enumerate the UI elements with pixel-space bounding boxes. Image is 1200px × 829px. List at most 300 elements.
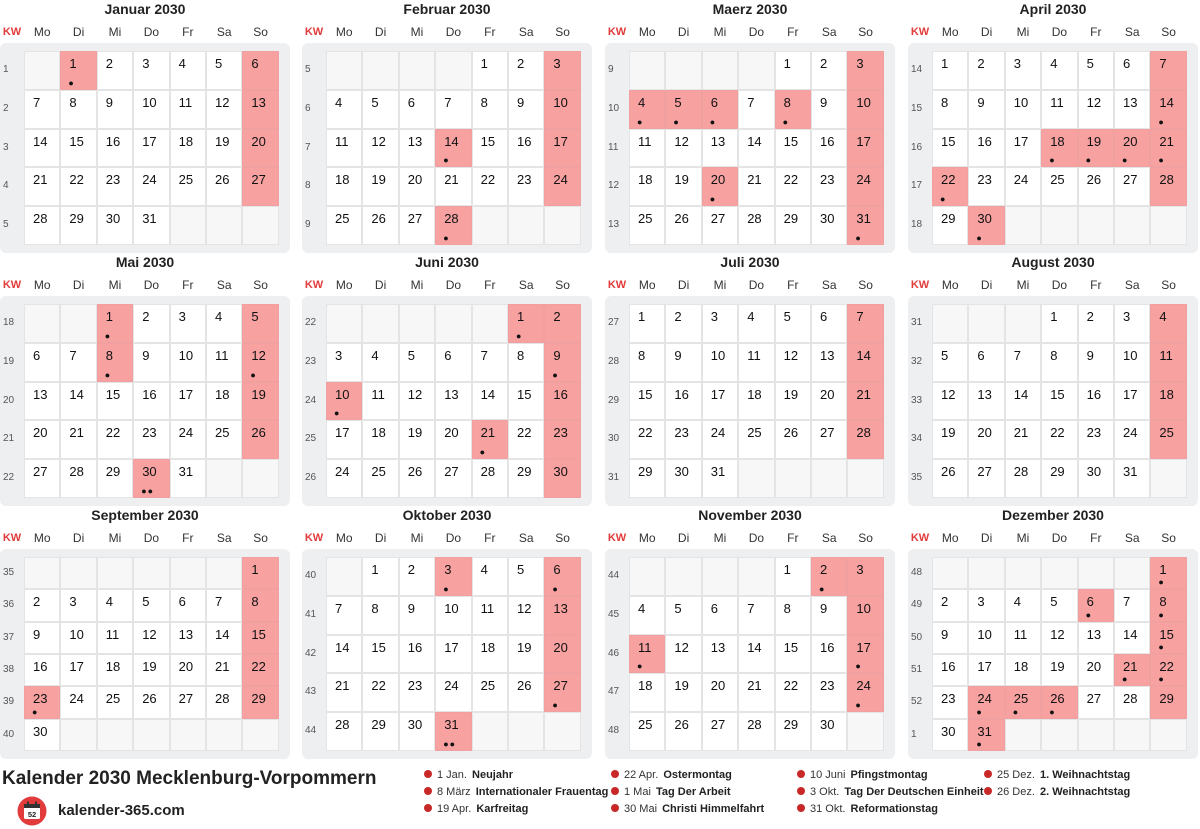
day-cell[interactable] [629,459,665,498]
day-cell[interactable] [811,51,847,90]
day-cell[interactable] [702,167,738,206]
day-cell[interactable] [206,304,242,343]
day-cell[interactable] [1078,420,1114,459]
day-cell[interactable] [1041,382,1077,421]
day-cell[interactable] [811,557,847,596]
day-cell[interactable] [60,167,96,206]
day-cell[interactable] [97,459,133,498]
day-cell[interactable] [665,712,701,751]
day-cell[interactable] [1114,589,1150,621]
day-cell[interactable] [629,304,665,343]
day-cell[interactable] [472,90,508,129]
day-cell[interactable] [170,343,206,382]
day-cell[interactable] [968,589,1004,621]
day-cell[interactable] [472,635,508,674]
day-cell[interactable] [665,673,701,712]
day-cell[interactable] [362,129,398,168]
day-cell[interactable] [206,589,242,621]
day-cell[interactable] [932,343,968,382]
day-cell[interactable] [1150,686,1186,718]
day-cell[interactable] [435,459,471,498]
day-cell[interactable] [811,596,847,635]
day-cell[interactable] [968,459,1004,498]
day-cell[interactable] [1005,167,1041,206]
day-cell[interactable] [932,129,968,168]
day-cell[interactable] [544,51,580,90]
day-cell[interactable] [97,686,133,718]
day-cell[interactable] [97,304,133,343]
day-cell[interactable] [811,167,847,206]
day-cell[interactable] [811,304,847,343]
day-cell[interactable] [629,673,665,712]
day-cell[interactable] [435,635,471,674]
day-cell[interactable] [97,90,133,129]
day-cell[interactable] [1041,343,1077,382]
day-cell[interactable] [24,719,60,751]
day-cell[interactable] [399,343,435,382]
day-cell[interactable] [508,635,544,674]
day-cell[interactable] [544,90,580,129]
day-cell[interactable] [811,343,847,382]
day-cell[interactable] [1078,129,1114,168]
day-cell[interactable] [508,129,544,168]
day-cell[interactable] [435,382,471,421]
day-cell[interactable] [1078,51,1114,90]
day-cell[interactable] [738,673,774,712]
day-cell[interactable] [399,673,435,712]
day-cell[interactable] [1005,382,1041,421]
day-cell[interactable] [847,206,883,245]
day-cell[interactable] [811,673,847,712]
day-cell[interactable] [1150,557,1186,589]
day-cell[interactable] [544,167,580,206]
day-cell[interactable] [242,129,278,168]
day-cell[interactable] [97,51,133,90]
day-cell[interactable] [629,129,665,168]
day-cell[interactable] [968,167,1004,206]
day-cell[interactable] [242,557,278,589]
day-cell[interactable] [24,654,60,686]
day-cell[interactable] [1078,167,1114,206]
day-cell[interactable] [1114,90,1150,129]
day-cell[interactable] [508,304,544,343]
day-cell[interactable] [775,129,811,168]
day-cell[interactable] [133,304,169,343]
day-cell[interactable] [24,589,60,621]
day-cell[interactable] [1150,129,1186,168]
day-cell[interactable] [1150,654,1186,686]
day-cell[interactable] [24,343,60,382]
day-cell[interactable] [362,206,398,245]
day-cell[interactable] [665,343,701,382]
day-cell[interactable] [665,167,701,206]
day-cell[interactable] [775,596,811,635]
day-cell[interactable] [362,712,398,751]
day-cell[interactable] [133,129,169,168]
day-cell[interactable] [326,129,362,168]
day-cell[interactable] [399,206,435,245]
day-cell[interactable] [1005,459,1041,498]
day-cell[interactable] [629,382,665,421]
day-cell[interactable] [1078,686,1114,718]
day-cell[interactable] [206,129,242,168]
day-cell[interactable] [1150,382,1186,421]
day-cell[interactable] [133,51,169,90]
day-cell[interactable] [242,420,278,459]
day-cell[interactable] [544,129,580,168]
day-cell[interactable] [1114,654,1150,686]
day-cell[interactable] [629,167,665,206]
day-cell[interactable] [811,420,847,459]
day-cell[interactable] [811,635,847,674]
day-cell[interactable] [242,382,278,421]
day-cell[interactable] [435,673,471,712]
day-cell[interactable] [1114,459,1150,498]
day-cell[interactable] [847,304,883,343]
day-cell[interactable] [1041,129,1077,168]
day-cell[interactable] [362,343,398,382]
day-cell[interactable] [133,206,169,245]
day-cell[interactable] [847,420,883,459]
day-cell[interactable] [60,622,96,654]
day-cell[interactable] [847,129,883,168]
day-cell[interactable] [472,557,508,596]
day-cell[interactable] [60,654,96,686]
day-cell[interactable] [170,420,206,459]
day-cell[interactable] [847,90,883,129]
day-cell[interactable] [629,90,665,129]
day-cell[interactable] [170,382,206,421]
day-cell[interactable] [811,382,847,421]
day-cell[interactable] [326,673,362,712]
day-cell[interactable] [362,167,398,206]
day-cell[interactable] [1041,420,1077,459]
day-cell[interactable] [399,382,435,421]
day-cell[interactable] [242,90,278,129]
day-cell[interactable] [629,596,665,635]
day-cell[interactable] [1041,51,1077,90]
day-cell[interactable] [847,557,883,596]
day-cell[interactable] [508,382,544,421]
day-cell[interactable] [24,129,60,168]
day-cell[interactable] [1078,459,1114,498]
day-cell[interactable] [60,343,96,382]
day-cell[interactable] [170,622,206,654]
day-cell[interactable] [133,654,169,686]
day-cell[interactable] [1150,304,1186,343]
day-cell[interactable] [326,206,362,245]
day-cell[interactable] [811,712,847,751]
day-cell[interactable] [435,206,471,245]
day-cell[interactable] [665,129,701,168]
day-cell[interactable] [738,129,774,168]
day-cell[interactable] [206,622,242,654]
day-cell[interactable] [133,343,169,382]
day-cell[interactable] [97,622,133,654]
day-cell[interactable] [1078,343,1114,382]
day-cell[interactable] [242,343,278,382]
day-cell[interactable] [1150,622,1186,654]
day-cell[interactable] [738,635,774,674]
day-cell[interactable] [472,51,508,90]
day-cell[interactable] [1041,304,1077,343]
day-cell[interactable] [1114,622,1150,654]
day-cell[interactable] [738,167,774,206]
day-cell[interactable] [932,382,968,421]
day-cell[interactable] [1150,90,1186,129]
day-cell[interactable] [968,654,1004,686]
day-cell[interactable] [932,420,968,459]
day-cell[interactable] [665,206,701,245]
day-cell[interactable] [847,673,883,712]
day-cell[interactable] [133,382,169,421]
day-cell[interactable] [1114,129,1150,168]
day-cell[interactable] [702,635,738,674]
day-cell[interactable] [1041,686,1077,718]
day-cell[interactable] [665,420,701,459]
day-cell[interactable] [968,129,1004,168]
day-cell[interactable] [1005,343,1041,382]
day-cell[interactable] [362,420,398,459]
day-cell[interactable] [847,167,883,206]
day-cell[interactable] [1041,654,1077,686]
day-cell[interactable] [544,557,580,596]
day-cell[interactable] [544,459,580,498]
day-cell[interactable] [326,712,362,751]
day-cell[interactable] [1041,90,1077,129]
day-cell[interactable] [472,167,508,206]
day-cell[interactable] [97,589,133,621]
day-cell[interactable] [435,557,471,596]
day-cell[interactable] [968,382,1004,421]
day-cell[interactable] [738,90,774,129]
day-cell[interactable] [1005,90,1041,129]
day-cell[interactable] [847,343,883,382]
day-cell[interactable] [738,596,774,635]
day-cell[interactable] [1005,589,1041,621]
day-cell[interactable] [206,686,242,718]
day-cell[interactable] [932,719,968,751]
day-cell[interactable] [702,206,738,245]
day-cell[interactable] [326,90,362,129]
day-cell[interactable] [665,382,701,421]
day-cell[interactable] [1078,589,1114,621]
day-cell[interactable] [847,382,883,421]
day-cell[interactable] [170,90,206,129]
day-cell[interactable] [775,420,811,459]
day-cell[interactable] [362,459,398,498]
day-cell[interactable] [932,589,968,621]
day-cell[interactable] [1005,420,1041,459]
day-cell[interactable] [133,167,169,206]
day-cell[interactable] [932,459,968,498]
day-cell[interactable] [508,673,544,712]
day-cell[interactable] [362,673,398,712]
day-cell[interactable] [1005,622,1041,654]
day-cell[interactable] [326,420,362,459]
day-cell[interactable] [775,382,811,421]
day-cell[interactable] [775,304,811,343]
day-cell[interactable] [544,343,580,382]
day-cell[interactable] [702,459,738,498]
day-cell[interactable] [629,635,665,674]
day-cell[interactable] [435,596,471,635]
day-cell[interactable] [1078,622,1114,654]
day-cell[interactable] [932,622,968,654]
day-cell[interactable] [170,686,206,718]
day-cell[interactable] [1078,654,1114,686]
day-cell[interactable] [1114,51,1150,90]
day-cell[interactable] [435,90,471,129]
day-cell[interactable] [544,635,580,674]
day-cell[interactable] [775,90,811,129]
day-cell[interactable] [60,51,96,90]
day-cell[interactable] [1078,382,1114,421]
day-cell[interactable] [508,459,544,498]
day-cell[interactable] [206,654,242,686]
day-cell[interactable] [702,673,738,712]
day-cell[interactable] [508,51,544,90]
day-cell[interactable] [472,343,508,382]
day-cell[interactable] [702,129,738,168]
day-cell[interactable] [811,206,847,245]
day-cell[interactable] [60,206,96,245]
day-cell[interactable] [968,206,1004,245]
day-cell[interactable] [1041,167,1077,206]
day-cell[interactable] [60,420,96,459]
day-cell[interactable] [60,382,96,421]
day-cell[interactable] [326,596,362,635]
day-cell[interactable] [508,557,544,596]
day-cell[interactable] [932,686,968,718]
day-cell[interactable] [1005,686,1041,718]
day-cell[interactable] [932,167,968,206]
day-cell[interactable] [399,712,435,751]
day-cell[interactable] [508,90,544,129]
day-cell[interactable] [1078,304,1114,343]
day-cell[interactable] [1114,420,1150,459]
day-cell[interactable] [24,167,60,206]
day-cell[interactable] [665,635,701,674]
day-cell[interactable] [932,90,968,129]
day-cell[interactable] [775,557,811,596]
day-cell[interactable] [206,167,242,206]
day-cell[interactable] [170,459,206,498]
day-cell[interactable] [1150,51,1186,90]
day-cell[interactable] [399,596,435,635]
day-cell[interactable] [1078,90,1114,129]
day-cell[interactable] [968,719,1004,751]
day-cell[interactable] [775,167,811,206]
day-cell[interactable] [399,129,435,168]
day-cell[interactable] [1150,167,1186,206]
day-cell[interactable] [170,51,206,90]
day-cell[interactable] [932,206,968,245]
day-cell[interactable] [133,90,169,129]
day-cell[interactable] [435,129,471,168]
day-cell[interactable] [544,420,580,459]
day-cell[interactable] [206,420,242,459]
day-cell[interactable] [60,459,96,498]
day-cell[interactable] [60,90,96,129]
day-cell[interactable] [1005,51,1041,90]
day-cell[interactable] [435,343,471,382]
day-cell[interactable] [206,51,242,90]
day-cell[interactable] [326,459,362,498]
day-cell[interactable] [629,206,665,245]
day-cell[interactable] [544,304,580,343]
day-cell[interactable] [242,589,278,621]
day-cell[interactable] [544,673,580,712]
day-cell[interactable] [1150,343,1186,382]
day-cell[interactable] [508,420,544,459]
day-cell[interactable] [702,304,738,343]
day-cell[interactable] [968,343,1004,382]
day-cell[interactable] [133,589,169,621]
day-cell[interactable] [665,596,701,635]
day-cell[interactable] [702,343,738,382]
day-cell[interactable] [24,686,60,718]
day-cell[interactable] [472,382,508,421]
day-cell[interactable] [24,622,60,654]
day-cell[interactable] [775,712,811,751]
day-cell[interactable] [435,712,471,751]
day-cell[interactable] [544,596,580,635]
day-cell[interactable] [1041,589,1077,621]
day-cell[interactable] [326,343,362,382]
day-cell[interactable] [472,596,508,635]
day-cell[interactable] [362,90,398,129]
day-cell[interactable] [1114,343,1150,382]
day-cell[interactable] [811,129,847,168]
day-cell[interactable] [1114,167,1150,206]
day-cell[interactable] [738,420,774,459]
day-cell[interactable] [206,90,242,129]
day-cell[interactable] [399,459,435,498]
day-cell[interactable] [97,167,133,206]
day-cell[interactable] [1041,459,1077,498]
day-cell[interactable] [702,382,738,421]
day-cell[interactable] [472,673,508,712]
day-cell[interactable] [24,459,60,498]
day-cell[interactable] [60,589,96,621]
day-cell[interactable] [508,596,544,635]
day-cell[interactable] [968,90,1004,129]
day-cell[interactable] [968,686,1004,718]
day-cell[interactable] [242,167,278,206]
day-cell[interactable] [24,382,60,421]
day-cell[interactable] [24,206,60,245]
day-cell[interactable] [1150,589,1186,621]
day-cell[interactable] [665,304,701,343]
day-cell[interactable] [170,654,206,686]
day-cell[interactable] [242,622,278,654]
day-cell[interactable] [738,304,774,343]
day-cell[interactable] [775,673,811,712]
day-cell[interactable] [775,206,811,245]
day-cell[interactable] [24,420,60,459]
day-cell[interactable] [968,51,1004,90]
day-cell[interactable] [326,635,362,674]
day-cell[interactable] [702,596,738,635]
day-cell[interactable] [133,686,169,718]
day-cell[interactable] [133,622,169,654]
day-cell[interactable] [362,557,398,596]
day-cell[interactable] [665,459,701,498]
day-cell[interactable] [399,90,435,129]
day-cell[interactable] [472,129,508,168]
day-cell[interactable] [738,343,774,382]
